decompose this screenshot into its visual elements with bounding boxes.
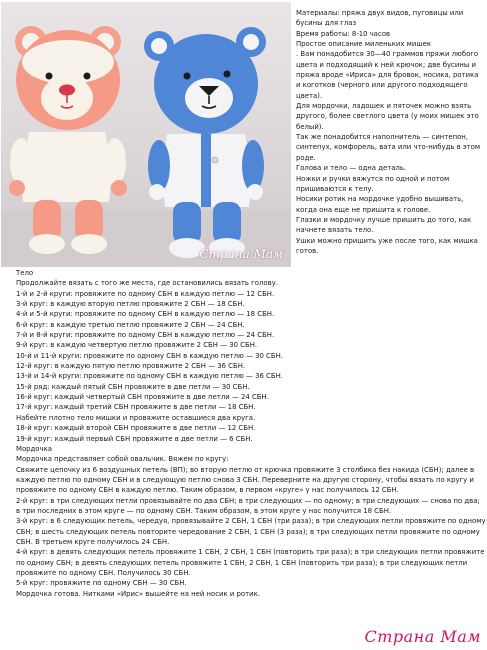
intro-line: Ножки и ручки вяжутся по одной и потом пришиваются к телу. [296, 174, 450, 193]
pattern-line: 2-й круг: в три следующих петли провязывайте по два СБН; в три следующих — по одному; в три следующих — снова по два; в три последних в этом круге — по одному СБН. Таким образом, в этом круге у нас получится 18 СБН. [16, 496, 480, 515]
pattern-line: 3-й круг: в каждую вторую петлю провяжите 2 СБН — 18 СБН. [16, 300, 245, 309]
pattern-text [16, 268, 486, 599]
intro-line: Носики ротик на мордочке удобно вышивать, когда она еще не пришита к голове. [296, 195, 464, 214]
pattern-line: 4-й и 5-й круги: провяжите по одному СБН в каждую петлю — 18 СБН. [16, 310, 275, 319]
intro-line: Так же понадобится наполнитель — синтепон, синтепух, комфорель, вата или что-нибудь в этом роде. [296, 133, 481, 162]
pattern-line: Продолжайте вязать с того же места, где остановились вязать голову. [16, 279, 278, 288]
pattern-line: 10-й и 11-й круги: провяжите по одному СБН в каждую петлю — 30 СБН. [16, 351, 283, 360]
pattern-line: 19-й круг: каждый первый СБН провяжите в две петли — 6 СБН. [16, 434, 253, 443]
pattern-line: 18-й круг: каждый второй СБН провяжите в две петли — 12 СБН. [16, 424, 256, 433]
pattern-line: Набейте плотно тело мишки и провяжите оставшиеся два круга. [16, 413, 256, 422]
bears-photo [1, 2, 291, 267]
pattern-line: 6-й круг: в каждую третью петлю провяжите 2 СБН — 24 СБН. [16, 320, 245, 329]
pattern-line: 17-й круг: каждый третий СБН провяжите в две петли — 18 СБН. [16, 403, 256, 412]
intro-line: Простое описание миленьких мишек [296, 40, 432, 49]
pattern-line: 1-й и 2-й круги: провяжите по одному СБН в каждую петлю — 12 СБН. [16, 289, 275, 298]
pattern-line: 13-й и 14-й круги: провяжите по одному СБН в каждую петлю — 36 СБН. [16, 372, 283, 381]
section-heading: Мордочка [16, 444, 52, 453]
intro-line: Глазки и мордочку лучше пришить до того, как начнете вязать тело. [296, 215, 472, 235]
intro-line: Для мордочки, ладошек и пяточек можно взять другого, более светлого цвета (у моих мишек это белый). [296, 102, 479, 131]
bears-illustration [1, 2, 291, 267]
pattern-line: 15-й ряд: каждый пятый СБН провяжите в две петли — 30 СБН. [16, 382, 250, 391]
intro-line: . Вам понадобится 30—40 граммов пряжи любого цвета и подходящий к ней крючок; две бусины и пряжа вроде «Ириса» для бровок, носика, ротика и коготков (черного или другого подходящего цвета). [296, 50, 479, 100]
intro-line: Время работы: 8-10 часов [296, 29, 391, 38]
pattern-line: Свяжите цепочку из 6 воздушных петель (ВП); во вторую петлю от крючка провяжите 3 столбика без накида (СБН); далее в каждую петлю по одному СБН и в следующую петлю снова 3 СБН. Переверните на другую сторону, чтобы вязать по кругу и провяжите по одному СБН в каждую петлю. Таким образом, в первом «круге» у нас получилось 12 СБН. [16, 465, 475, 495]
pattern-line: 7-й и 8-й круги: провяжите по одному СБН в каждую петлю — 24 СБН. [16, 331, 275, 340]
pattern-line: Мордочка представляет собой овальчик. Вяжем по кругу: [16, 455, 229, 464]
photo-watermark: Страна Мам [199, 247, 283, 261]
pattern-line: 4-й круг: в девять следующих петель провяжите 1 СБН, 2 СБН, 1 СБН (повторить три раза); в три следующих петли провяжите по одному СБН; в девять следующих петель провяжите 1 СБН, 2 СБН, 1 СБН (повторить три раза); в три следующих петли провяжите по одному СБН. Получилось 30 СБН. [16, 548, 485, 577]
section-heading: Тело [16, 269, 34, 277]
intro-line: Ушки можно пришить уже после того, как мишка готов. [296, 236, 478, 255]
pattern-line: Мордочка готова. Нитками «Ирис» вышейте на ней носик и ротик. [16, 589, 260, 598]
pattern-line: 5-й круг: провяжите по одному СБН — 30 СБН. [16, 579, 187, 588]
intro-line: Голова и тело — одна деталь. [296, 164, 407, 173]
site-watermark-text: Страна Мам [364, 627, 481, 646]
site-watermark [364, 627, 481, 646]
intro-line: Материалы: пряжа двух видов, пуговицы или бусины для глаз [296, 9, 464, 28]
pattern-line: 12-й круг: в каждую пятую петлю провяжите 2 СБН — 36 СБН. [16, 362, 246, 371]
pattern-line: 16-й круг: каждый четвертый СБН провяжите в две петли — 24 СБН. [16, 393, 269, 402]
pattern-line: 3-й круг: в 6 следующих петель, чередуя, провязывайте 2 СБН, 1 СБН (три раза); в три следующих петли провяжите по одному СБН; в шесть следующих петель повторите чередование 2 СБН, 1 СБН (3 раза); в три следующих петли провяжите по одному СБН. В третьем круге получилось 24 СБН. [16, 517, 486, 546]
pattern-line: 9-й круг: в каждую четвертую петлю провяжите 2 СБН — 30 СБН. [16, 341, 258, 350]
intro-text [296, 8, 484, 256]
